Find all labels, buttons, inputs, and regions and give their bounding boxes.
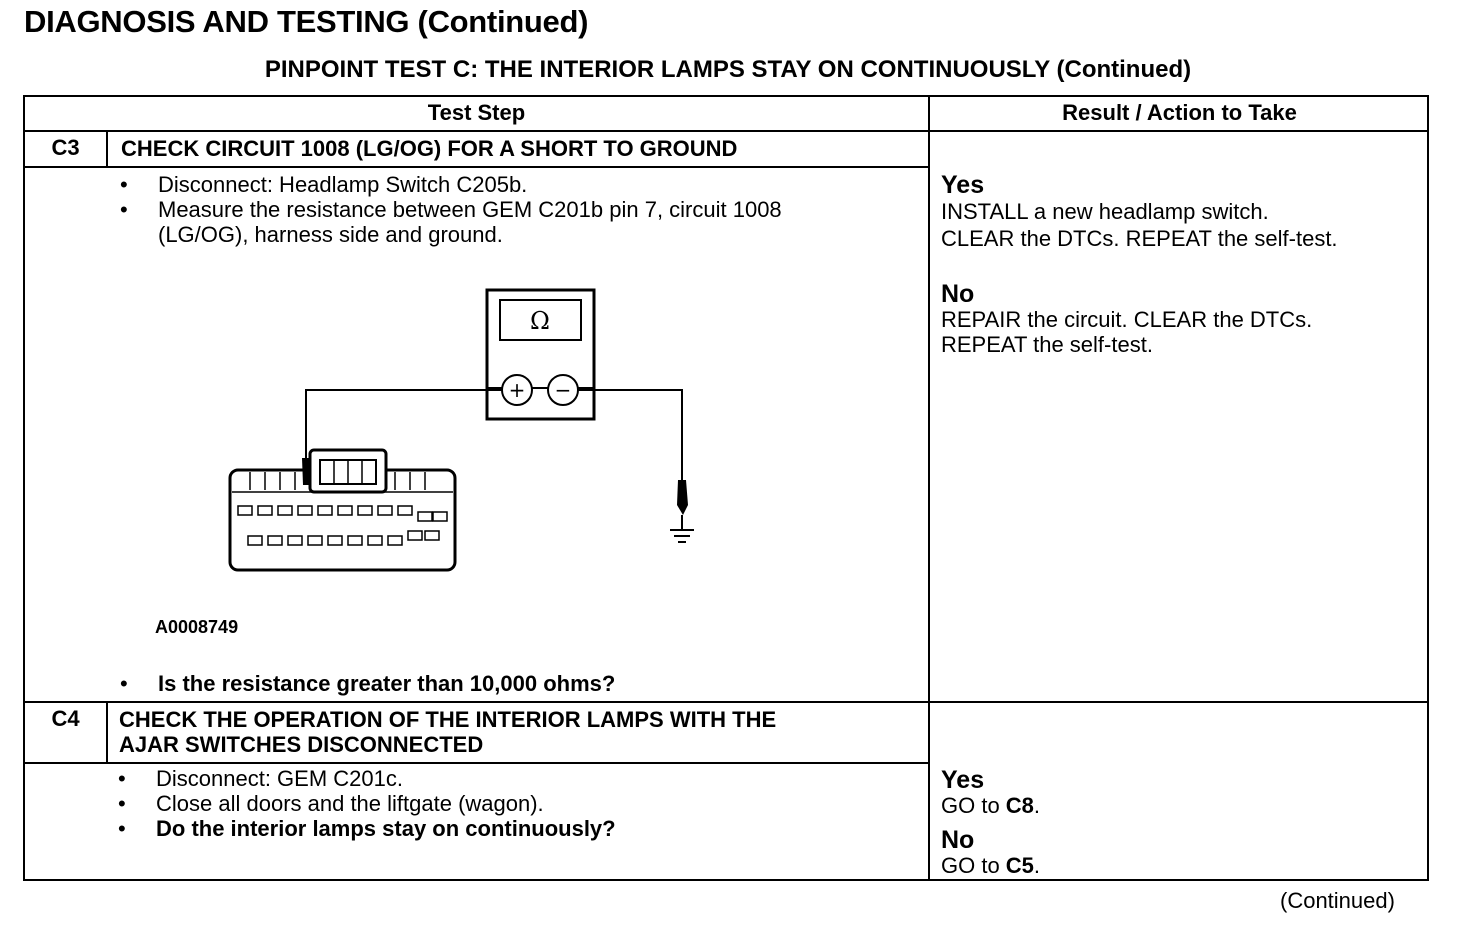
- step-divider: [23, 701, 1429, 703]
- step-id-divider-c3: [106, 130, 108, 167]
- bullet: •: [120, 197, 128, 222]
- step-id-c4: C4: [51, 706, 80, 731]
- result-no-c4: No: [941, 826, 975, 854]
- bullet: •: [118, 791, 126, 816]
- result-yes-c4: Yes: [941, 766, 985, 794]
- instruction-c4-2: Close all doors and the liftgate (wagon).: [156, 791, 544, 816]
- result-no-c3-line1: REPAIR the circuit. CLEAR the DTCs.: [941, 307, 1313, 332]
- bullet: •: [118, 766, 126, 791]
- result-yes-c3-line1: INSTALL a new headlamp switch.: [941, 199, 1269, 224]
- figure-id: A0008749: [155, 617, 239, 637]
- instruction-c4-1: Disconnect: GEM C201c.: [156, 766, 403, 791]
- page-title: DIAGNOSIS AND TESTING (Continued): [24, 4, 589, 39]
- header-divider: [23, 130, 1429, 132]
- result-no-c4-action: GO to C5.: [941, 853, 1041, 878]
- step-id-divider-c4: [106, 701, 108, 763]
- instruction-c3-2-line2: (LG/OG), harness side and ground.: [158, 222, 503, 247]
- ground-probe: [677, 480, 688, 515]
- step-title-c4-line2: AJAR SWITCHES DISCONNECTED: [119, 732, 484, 757]
- question-c3: Is the resistance greater than 10,000 ohms?: [158, 671, 616, 696]
- goto-c8: C8: [1005, 793, 1034, 818]
- header-test-step: Test Step: [427, 100, 526, 125]
- result-yes-c3-line2: CLEAR the DTCs. REPEAT the self-test.: [941, 226, 1338, 251]
- continued-note: (Continued): [1280, 888, 1395, 913]
- step-title-divider-c4: [23, 762, 929, 764]
- question-c4: Do the interior lamps stay on continuously?: [156, 816, 616, 841]
- bullet: •: [120, 172, 128, 197]
- ohm-symbol: Ω: [530, 307, 550, 335]
- step-title-divider-c3: [23, 166, 929, 168]
- step-title-c3: CHECK CIRCUIT 1008 (LG/OG) FOR A SHORT TO GROUND: [121, 136, 738, 161]
- result-no-c3-line2: REPEAT the self-test.: [941, 332, 1153, 357]
- bullet: •: [120, 671, 128, 696]
- step-id-c3: C3: [51, 135, 80, 160]
- result-yes-c3: Yes: [941, 171, 985, 199]
- pinpoint-test-title: PINPOINT TEST C: THE INTERIOR LAMPS STAY ON CONTINUOUSLY (Continued): [264, 56, 1192, 83]
- minus-label: −: [554, 378, 572, 402]
- plus-label: +: [508, 378, 526, 402]
- instruction-c3-2-line1: Measure the resistance between GEM C201b pin 7, circuit 1008: [158, 197, 782, 222]
- result-yes-c4-action: GO to C8.: [941, 793, 1041, 818]
- result-no-c3: No: [941, 280, 975, 308]
- instruction-c3-1: Disconnect: Headlamp Switch C205b.: [158, 172, 528, 197]
- header-result-action: Result / Action to Take: [1062, 100, 1297, 125]
- goto-c5: C5: [1005, 853, 1034, 878]
- step-title-c4-line1: CHECK THE OPERATION OF THE INTERIOR LAMPS WITH THE: [119, 707, 777, 732]
- positive-probe: [302, 458, 310, 485]
- ohmmeter-diagram: [220, 280, 720, 580]
- bullet: •: [118, 816, 126, 841]
